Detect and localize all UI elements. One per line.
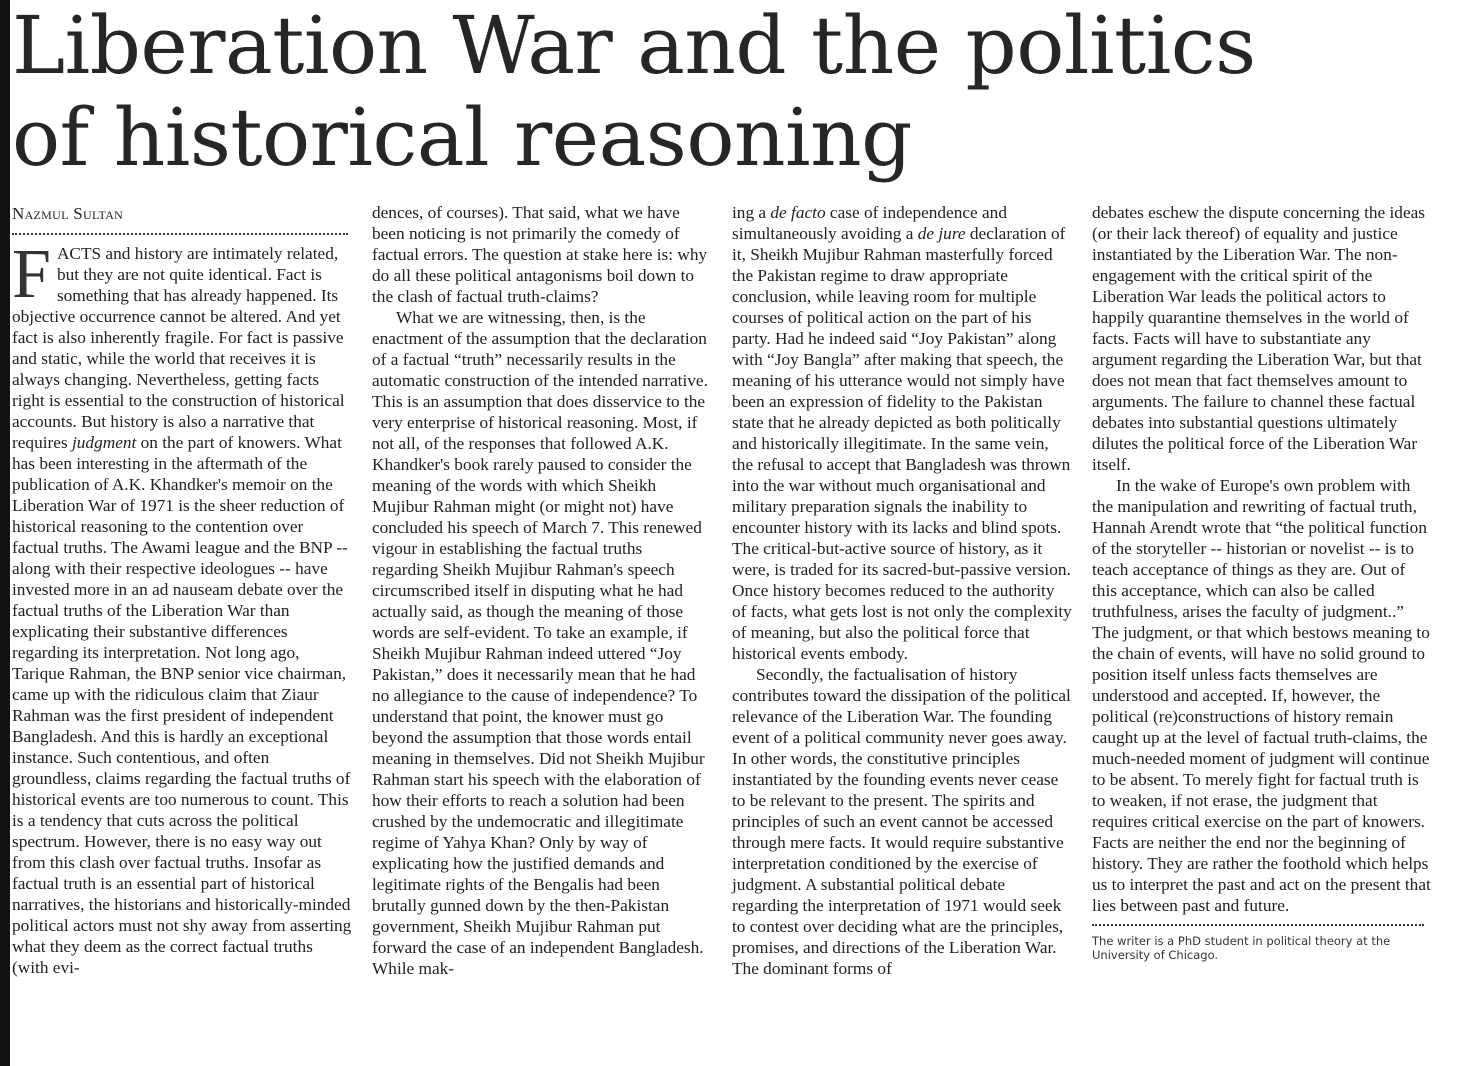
paragraph: debates eschew the dispute concerning the ideas (or their lack thereof) of equality and justice instantiated by the Liberation War. The non-engagement with the critical spirit of the Liberation War leads the political actors to happily quarantine themselves in the world of facts. Facts will have to substantiate any argument regarding the Liberation War, but that does not mean that fact themselves amount to arguments. The failure to channel these factual debates into substantial questions ultimately dilutes the political force of the Liberation War itself. bbox=[1092, 203, 1426, 474]
article-column-4 bbox=[1092, 202, 1432, 962]
byline-divider bbox=[12, 233, 348, 235]
paragraph: FACTS and history are intimately related, but they are not quite identical. Fact is something that has already happened. Its objective occurrence cannot be altered. And yet fact is also inherently fragile. For fact is passive and static, while the world that receives it is always changing. Nevertheless, getting facts right is essential to the construction of historical accounts. But history is also a narrative that requires judgment on the part of knowers. What has been interesting in the aftermath of the publication of A.K. Khandker's memoir on the Liberation War of 1971 is the sheer reduction of historical reasoning to the contention over factual truths. The Awami league and the BNP -- along with their respective ideologues -- have invested more in an ad nauseam debate over the factual truths of the Liberation War than explicating their substantive differences regarding its interpretation. Not long ago, Tarique Rahman, the BNP senior vice chairman, came up with the ridiculous claim that Ziaur Rahman was the first president of independent Bangladesh. And this is hardly an exceptional instance. Such contentious, and often groundless, claims regarding the factual truths of historical events are too numerous to count. This is a tendency that cuts across the political spectrum. However, there is no easy way out from this clash over factual truths. Insofar as factual truth is an essential part of historical narratives, the historians and historically-minded political actors must not shy away from asserting what they deem as the correct factual truths (with evi- bbox=[12, 236, 352, 977]
drop-cap: F bbox=[12, 236, 51, 313]
article-column-3 bbox=[732, 202, 1072, 979]
left-edge-bar bbox=[0, 0, 10, 1066]
paragraph: In the wake of Europe's own problem with the manipulation and rewriting of factual truth, Hannah Arendt wrote that “the political function of the storyteller -- historian or novelist -- is to teach acceptance of things as they are. Out of this acceptance, which can also be called truthfulness, arises the faculty of judgment..” The judgment, or that which bestows meaning to the chain of events, will have no solid ground to position itself unless facts themselves are understood and accepted. If, however, the political (re)constructions of history remain caught up at the level of factual truth-claims, the much-needed moment of judgment will continue to be absent. To merely fight for factual truth is to weaken, if not erase, the judgment that requires critical exercise on the part of knowers. Facts are neither the end nor the beginning of history. They are rather the foothold which helps us to interpret the past and act on the present that lies between past and future. bbox=[1092, 476, 1431, 915]
paragraph: ing a de facto case of independence and simultaneously avoiding a de jure declaration of it, Sheikh Mujibur Rahman masterfully forced the Pakistan regime to draw appropriate conclusion, while leaving room for multiple courses of political action on the part of his party. Had he indeed said “Joy Pakistan” along with “Joy Bangla” after making that speech, the meaning of his utterance would not simply have been an expression of fidelity to the Pakistan state that he already depicted as both politically and historically illegitimate. In the same vein, the refusal to accept that Bangladesh was thrown into the war without much organisational and military preparation signals the inability to encounter history with its lacks and blind spots. The critical-but-active source of history, as it were, is traded for its sacred-but-passive version. Once history becomes reduced to the authority of facts, what gets lost is not only the complexity of meaning, but also the political force that historical events embody. bbox=[732, 203, 1072, 663]
paragraph: What we are witnessing, then, is the enactment of the assumption that the declaration of a factual “truth” necessarily results in the automatic construction of the intended narrative. This is an assumption that does disservice to the very enterprise of historical reasoning. Most, if not all, of the responses that followed A.K. Khandker's book rarely paused to consider the meaning of the words with which Sheikh Mujibur Rahman might (or might not) have concluded his speech of March 7. This renewed vigour in establishing the factual truths regarding Sheikh Mujibur Rahman's speech circumscribed itself in disputing what he had actually said, as though the meaning of those words are self-evident. To take an example, if Sheikh Mujibur Rahman indeed uttered “Joy Pakistan,” does it necessarily mean that he had no allegiance to the cause of independence? To understand that point, the knower must go beyond the assumption that those words entail meaning in themselves. Did not Sheikh Mujibur Rahman start his speech with the elaboration of how their efforts to reach a solution had been crushed by the undemocratic and illegitimate regime of Yahya Khan? Only by way of explicating how the justified demands and legitimate rights of the Bengalis had been brutally gunned down by the then-Pakistan government, Sheikh Mujibur Rahman put forward the case of an independent Bangladesh. While mak- bbox=[372, 308, 708, 978]
paragraph: Secondly, the factualisation of history contributes toward the dissipation of the political relevance of the Liberation War. The founding event of a political community never goes away. In other words, the constitutive principles instantiated by the founding events never cease to be relevant to the present. The spirits and principles of such an event cannot be accessed through mere facts. It would require substantive interpretation conditioned by the exercise of judgment. A substantial political debate regarding the interpretation of 1971 would seek to contest over deciding what are the principles, promises, and directions of the Liberation War. The dominant forms of bbox=[732, 665, 1071, 978]
article-column-2 bbox=[372, 202, 712, 979]
article-headline bbox=[12, 0, 1452, 184]
author-footnote: The writer is a PhD student in political theory at the University of Chicago. bbox=[1092, 934, 1391, 962]
footnote-divider bbox=[1092, 924, 1424, 926]
article-column-1 bbox=[12, 202, 352, 978]
headline-line-1: Liberation War and the politics bbox=[12, 0, 1256, 92]
headline-line-2: of historical reasoning bbox=[12, 91, 912, 184]
byline: Nazmul Sultan bbox=[12, 204, 124, 223]
paragraph: dences, of courses). That said, what we have been noticing is not primarily the comedy of factual errors. The question at stake here is: why do all these political antagonisms boil down to the clash of factual truth-claims? bbox=[372, 203, 708, 306]
